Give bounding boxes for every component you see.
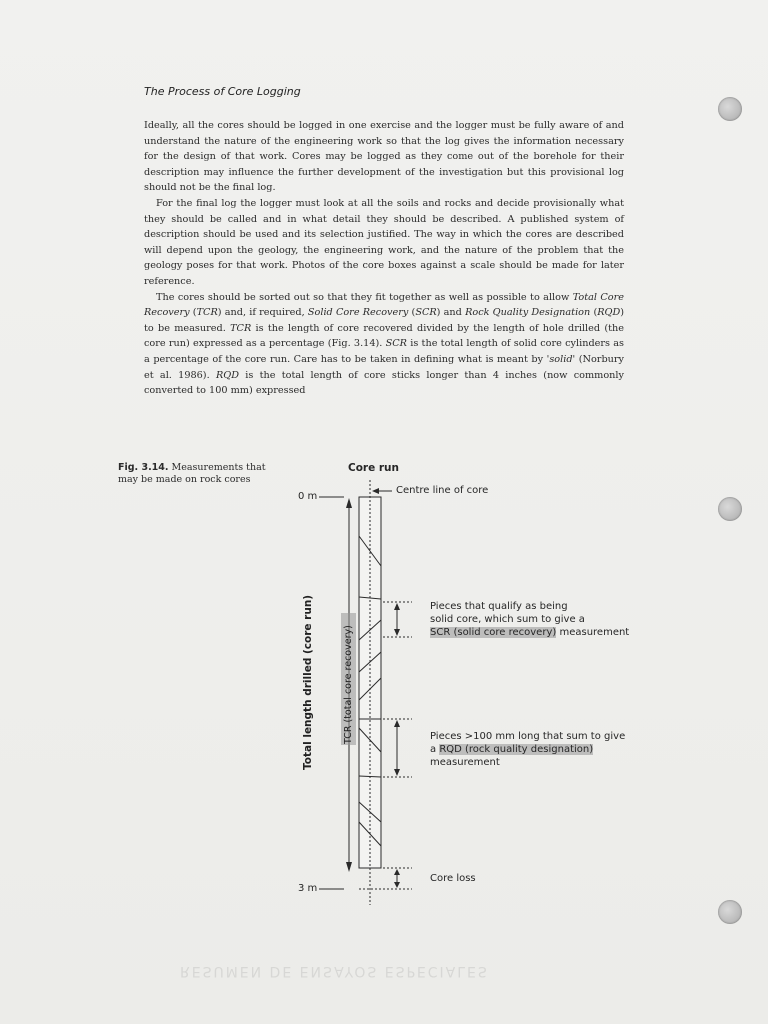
top-depth-label: 0 m [298, 491, 318, 502]
paragraph-3: The cores should be sorted out so that they fit together as well as possible to allow Total Core Recovery (TCR) and, if required, Solid Core Recovery (SCR) and Rock Quality Designation (RQD) to be measured. TCR is the length of core recovered divided by the length of hole drilled (the core run) expressed as a percentage (Fig. 3.14). SCR is the total length of solid core cylinders as a percentage of the core run. Care has to be taken in defining what is meant by 'solid' (Norbury et al. 1986). RQD is the total length of core sticks longer than 4 inches (now commonly converted to 100 mm) expressed [144, 291, 625, 397]
bottom-depth-label: 3 m [298, 883, 318, 894]
centre-line-label: Centre line of core [396, 485, 489, 496]
figure-caption-text: Measurements that may be made on rock cores [118, 462, 266, 485]
show-through-text: RESUMEN DE ENSAYOS ESPECIALES [180, 963, 489, 979]
rqd-highlight: RQD (rock quality designation) [439, 744, 594, 755]
total-length-label: Total length drilled (core run) [302, 594, 314, 770]
rqd-description: Pieces >100 mm long that sum to give a RQD (rock quality designation) measurement [430, 731, 626, 768]
running-head: The Process of Core Logging [144, 85, 301, 98]
core-run-heading: Core run [348, 462, 400, 474]
scr-highlight: SCR (solid core recovery) [430, 627, 557, 638]
paragraph-2: For the final log the logger must look at all the soils and rocks and decide provisionally what they should be called and in what detail they should be described. A published system of description should be used and its selection justified. The way in which the cores are described will depend upon the geology, the engineering work, and the nature of the problem that the geology poses for that work. Photos of the core boxes against a scale should be made for later reference. [144, 197, 624, 287]
scr-description: Pieces that qualify as being solid core, which sum to give a SCR (solid core recovery) measurement [430, 601, 630, 638]
core-loss-label: Core loss [430, 873, 476, 884]
paragraph-1: Ideally, all the cores should be logged in one exercise and the logger must be fully aware of and understand the nature of the engineering work so that the log gives the information necessary for the design of that work. Cores may be logged as they come out of the borehole for their description may influence the further development of the investigation but this provisional log should not be the final log. [144, 120, 624, 194]
tcr-label: TCR (total core recovery) [343, 625, 354, 744]
figure-number: Fig. 3.14. [118, 462, 169, 473]
